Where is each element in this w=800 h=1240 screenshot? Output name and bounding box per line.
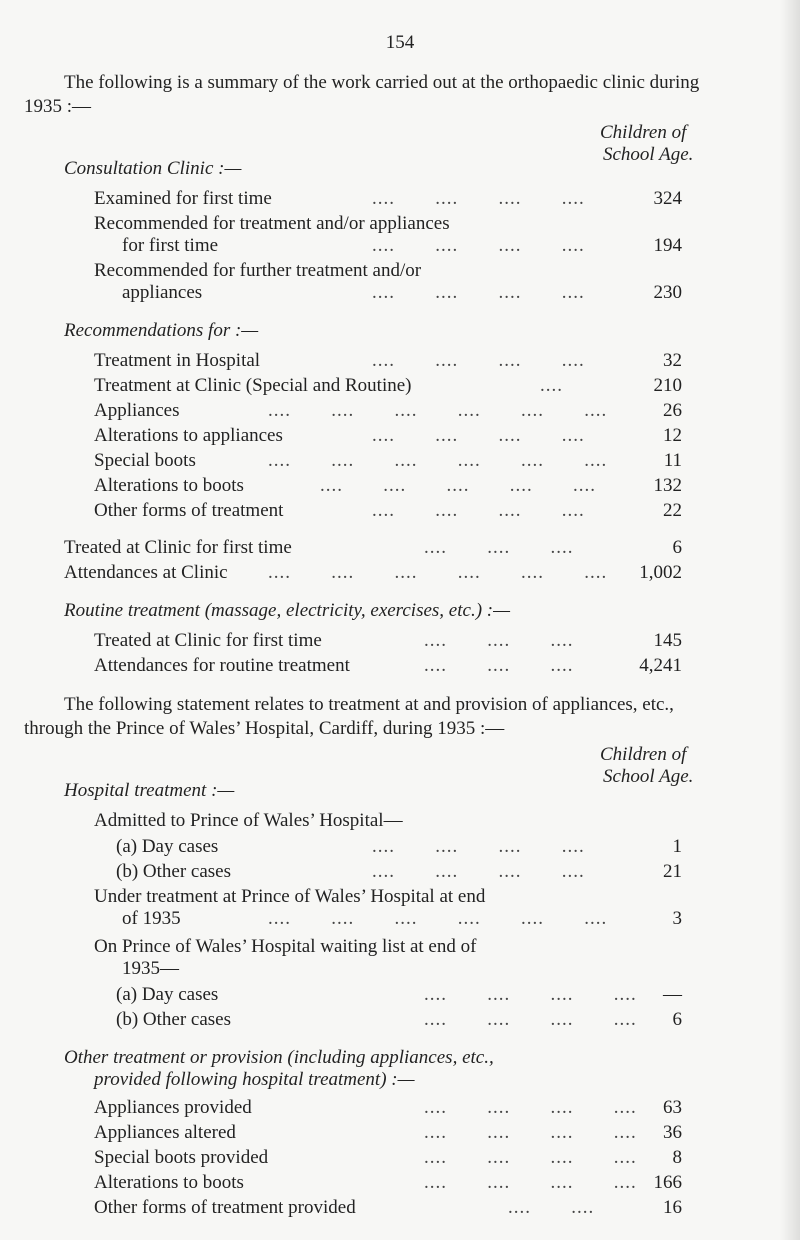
leader-dots: .... .... .... ....	[424, 1009, 637, 1030]
admitted-row-label: (b) Other cases	[116, 861, 232, 882]
recommendation-row-value: 22	[663, 500, 682, 521]
under-treatment-value: 3	[672, 908, 682, 929]
other-row-label: Appliances altered	[94, 1122, 236, 1143]
clinic-row-value: 6	[672, 537, 682, 558]
recommendation-row-value: 132	[653, 475, 682, 496]
under-treatment-label-cont: of 1935	[122, 908, 181, 929]
recommendation-row-value: 12	[663, 425, 682, 446]
under-treatment-label: Under treatment at Prince of Wales’ Hospital at end	[94, 886, 486, 907]
other-row-label: Special boots provided	[94, 1147, 269, 1168]
page-edge-shadow	[780, 0, 800, 1240]
other-heading-line-2: provided following hospital treatment) :—	[94, 1069, 415, 1090]
intro-line-1: The following is a summary of the work carried out at the orthopaedic clinic during	[64, 72, 700, 93]
leader-dots: .... ....	[508, 1197, 595, 1218]
routine-row-value: 145	[653, 630, 682, 651]
waiting-list-label-cont: 1935—	[122, 958, 179, 979]
consultation-row-value: 324	[653, 188, 682, 209]
other-row-value: 63	[663, 1097, 682, 1118]
leader-dots: .... .... .... ....	[372, 861, 585, 882]
statement-line-1: The following statement relates to treatment at and provision of appliances, etc.,	[64, 694, 674, 715]
admitted-row-value: 1	[672, 836, 682, 857]
intro-line-2: 1935 :—	[24, 96, 92, 117]
leader-dots: .... .... ....	[424, 655, 574, 676]
leader-dots: .... .... .... ....	[372, 188, 585, 209]
waiting-row-value: —	[663, 984, 682, 1005]
waiting-row-label: (a) Day cases	[116, 984, 219, 1005]
consultation-row-label-cont: appliances	[122, 282, 203, 303]
leader-dots: .... .... .... ....	[372, 836, 585, 857]
waiting-row-label: (b) Other cases	[116, 1009, 232, 1030]
routine-row-value: 4,241	[639, 655, 682, 676]
leader-dots: .... .... .... .... ....	[320, 475, 596, 496]
recommendation-row-value: 32	[663, 350, 682, 371]
routine-heading: Routine treatment (massage, electricity, exercises, etc.) :—	[64, 600, 510, 621]
column-header-line-2: School Age.	[603, 144, 694, 165]
other-row-label: Other forms of treatment provided	[94, 1197, 356, 1218]
clinic-row-value: 1,002	[639, 562, 682, 583]
page-number: 154	[385, 32, 415, 53]
admitted-row-label: (a) Day cases	[116, 836, 219, 857]
consultation-row-value: 230	[653, 282, 682, 303]
leader-dots: .... .... .... ....	[424, 1147, 637, 1168]
other-row-label: Appliances provided	[94, 1097, 252, 1118]
consultation-row-value: 194	[653, 235, 682, 256]
waiting-list-label: On Prince of Wales’ Hospital waiting list at end of	[94, 936, 477, 957]
recommendation-row-label: Other forms of treatment	[94, 500, 284, 521]
recommendation-row-value: 210	[653, 375, 682, 396]
routine-row-label: Attendances for routine treatment	[94, 655, 350, 676]
admitted-label: Admitted to Prince of Wales’ Hospital—	[94, 810, 403, 831]
clinic-row-label: Treated at Clinic for first time	[64, 537, 292, 558]
other-row-value: 166	[653, 1172, 682, 1193]
consultation-heading: Consultation Clinic :—	[64, 158, 242, 179]
other-row-value: 8	[672, 1147, 682, 1168]
hospital-heading: Hospital treatment :—	[64, 780, 235, 801]
leader-dots: .... .... .... .... .... ....	[268, 562, 608, 583]
recommendation-row-label: Alterations to boots	[94, 475, 244, 496]
other-row-value: 16	[663, 1197, 682, 1218]
consultation-row-label: Recommended for further treatment and/or	[94, 260, 422, 281]
recommendation-row-label: Appliances	[94, 400, 180, 421]
leader-dots: .... .... .... ....	[424, 1122, 637, 1143]
consultation-row-label-cont: for first time	[122, 235, 219, 256]
admitted-row-value: 21	[663, 861, 682, 882]
column-header-line-2: School Age.	[603, 766, 694, 787]
statement-line-2: through the Prince of Wales’ Hospital, Cardiff, during 1935 :—	[24, 718, 505, 739]
recommendation-row-label: Special boots	[94, 450, 196, 471]
other-row-value: 36	[663, 1122, 682, 1143]
recommendation-row-label: Alterations to appliances	[94, 425, 283, 446]
leader-dots: .... .... .... .... .... ....	[268, 400, 608, 421]
recommendation-row-label: Treatment in Hospital	[94, 350, 261, 371]
clinic-row-label: Attendances at Clinic	[64, 562, 228, 583]
leader-dots: .... .... ....	[424, 630, 574, 651]
waiting-row-value: 6	[672, 1009, 682, 1030]
consultation-row-label: Recommended for treatment and/or appliances	[94, 213, 450, 234]
recommendation-row-label: Treatment at Clinic (Special and Routine)	[94, 375, 412, 396]
leader-dots: .... .... .... ....	[372, 282, 585, 303]
leader-dots: .... .... .... ....	[372, 425, 585, 446]
consultation-row-label: Examined for first time	[94, 188, 272, 209]
other-row-label: Alterations to boots	[94, 1172, 244, 1193]
leader-dots: .... .... .... .... .... ....	[268, 450, 608, 471]
leader-dots: .... .... .... ....	[424, 1097, 637, 1118]
leader-dots: .... .... .... ....	[424, 984, 637, 1005]
recommendation-row-value: 11	[663, 450, 682, 471]
leader-dots: .... .... .... ....	[424, 1172, 637, 1193]
other-heading-line-1: Other treatment or provision (including appliances, etc.,	[64, 1047, 494, 1068]
recommendations-heading: Recommendations for :—	[64, 320, 259, 341]
leader-dots: .... .... ....	[424, 537, 574, 558]
leader-dots: ....	[540, 375, 563, 396]
leader-dots: .... .... .... ....	[372, 500, 585, 521]
recommendation-row-value: 26	[663, 400, 682, 421]
leader-dots: .... .... .... .... .... ....	[268, 908, 608, 929]
column-header-line-1: Children of	[600, 122, 687, 143]
leader-dots: .... .... .... ....	[372, 235, 585, 256]
routine-row-label: Treated at Clinic for first time	[94, 630, 322, 651]
column-header-line-1: Children of	[600, 744, 687, 765]
leader-dots: .... .... .... ....	[372, 350, 585, 371]
